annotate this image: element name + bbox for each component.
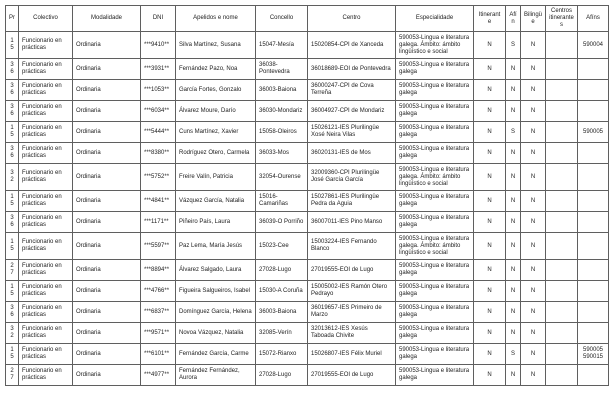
cell-colectivo: Funcionario en prácticas (19, 233, 73, 260)
cell-centros_itinerantes (546, 191, 578, 212)
cell-modalidade: Ordinaria (73, 80, 141, 101)
table-row (6, 164, 609, 191)
cell-dni: ***8894** (141, 260, 176, 281)
cell-centro: 27019555-EOI de Lugo (308, 260, 396, 281)
cell-especialidade: 590053-Lingua e literatura galega (396, 344, 474, 365)
cell-nome: Cuns Martínez, Xavier (176, 122, 256, 143)
cell-pr: 36 (6, 143, 19, 164)
cell-itinerante: N (474, 32, 506, 59)
cell-afin: N (506, 191, 521, 212)
cell-centro: 36020131-IES de Mos (308, 143, 396, 164)
cell-modalidade: Ordinaria (73, 32, 141, 59)
cell-centro: 32009360-CPI Plurilingüe José García García (308, 164, 396, 191)
table-row (6, 212, 609, 233)
cell-itinerante: N (474, 365, 506, 386)
cell-concello: 15016-Camariñas (256, 191, 308, 212)
cell-modalidade: Ordinaria (73, 212, 141, 233)
cell-colectivo: Funcionario en prácticas (19, 191, 73, 212)
cell-colectivo: Funcionario en prácticas (19, 344, 73, 365)
cell-especialidade: 590053-Lingua e literatura galega (396, 143, 474, 164)
cell-colectivo: Funcionario en prácticas (19, 80, 73, 101)
table-row (6, 260, 609, 281)
cell-colectivo: Funcionario en prácticas (19, 302, 73, 323)
cell-especialidade: 590053-Lingua e literatura galega (396, 191, 474, 212)
cell-modalidade: Ordinaria (73, 344, 141, 365)
cell-itinerante: N (474, 80, 506, 101)
cell-afins (578, 80, 609, 101)
cell-dni: ***4766** (141, 281, 176, 302)
cell-concello: 27028-Lugo (256, 365, 308, 386)
cell-afins (578, 212, 609, 233)
cell-dni: ***1053** (141, 80, 176, 101)
cell-centro: 15027861-IES Plurilingüe Pedra da Aguia (308, 191, 396, 212)
cell-afins (578, 365, 609, 386)
cell-nome: García Fortes, Gonzalo (176, 80, 256, 101)
cell-nome: Piñeiro País, Laura (176, 212, 256, 233)
cell-afins (578, 164, 609, 191)
cell-colectivo: Funcionario en prácticas (19, 365, 73, 386)
cell-centros_itinerantes (546, 122, 578, 143)
cell-afin: N (506, 101, 521, 122)
cell-bilingue: N (521, 212, 546, 233)
cell-centros_itinerantes (546, 59, 578, 80)
cell-dni: ***4841** (141, 191, 176, 212)
cell-centro: 32013612-IES Xesús Taboada Chivite (308, 323, 396, 344)
cell-colectivo: Funcionario en prácticas (19, 143, 73, 164)
cell-afin: N (506, 212, 521, 233)
table-row (6, 233, 609, 260)
cell-itinerante: N (474, 260, 506, 281)
cell-afins (578, 143, 609, 164)
cell-dni: ***3931** (141, 59, 176, 80)
cell-nome: Paz Lema, María Jesús (176, 233, 256, 260)
cell-itinerante: N (474, 281, 506, 302)
cell-centro: 36004927-CPI de Mondariz (308, 101, 396, 122)
assignments-table (5, 5, 609, 386)
cell-nome: Freire Valín, Patricia (176, 164, 256, 191)
cell-afins (578, 260, 609, 281)
column-header-bilingue: Bilingüe (521, 6, 546, 32)
table-row (6, 323, 609, 344)
cell-modalidade: Ordinaria (73, 143, 141, 164)
cell-pr: 15 (6, 191, 19, 212)
column-header-afins: Afíns (578, 6, 609, 32)
cell-especialidade: 590053-Lingua e literatura galega (396, 323, 474, 344)
cell-pr: 27 (6, 260, 19, 281)
cell-bilingue: N (521, 101, 546, 122)
cell-nome: Rodríguez Otero, Carmela (176, 143, 256, 164)
cell-nome: Álvarez Moure, Darío (176, 101, 256, 122)
cell-centro: 15020854-CPI de Xanceda (308, 32, 396, 59)
cell-afins (578, 59, 609, 80)
cell-itinerante: N (474, 59, 506, 80)
column-header-itinerante: Itinerante (474, 6, 506, 32)
table-row (6, 143, 609, 164)
cell-centro: 36000247-CPI de Cova Terreña (308, 80, 396, 101)
cell-concello: 36038-Pontevedra (256, 59, 308, 80)
column-header-nome: Apelidos e nome (176, 6, 256, 32)
cell-afin: N (506, 59, 521, 80)
cell-dni: ***5597** (141, 233, 176, 260)
table-row (6, 302, 609, 323)
cell-colectivo: Funcionario en prácticas (19, 323, 73, 344)
cell-pr: 32 (6, 164, 19, 191)
cell-afin: N (506, 80, 521, 101)
cell-colectivo: Funcionario en prácticas (19, 212, 73, 233)
cell-nome: Fernández Fernández, Aurora (176, 365, 256, 386)
cell-concello: 15058-Oleiros (256, 122, 308, 143)
cell-dni: ***6837** (141, 302, 176, 323)
cell-nome: Silva Martínez, Susana (176, 32, 256, 59)
column-header-concello: Concello (256, 6, 308, 32)
cell-especialidade: 590053-Lingua e literatura galega. Ámbito: ámbito lingüístico e social (396, 32, 474, 59)
cell-itinerante: N (474, 323, 506, 344)
cell-modalidade: Ordinaria (73, 260, 141, 281)
cell-modalidade: Ordinaria (73, 233, 141, 260)
cell-nome: Fernández Pazo, Noa (176, 59, 256, 80)
cell-afin: N (506, 365, 521, 386)
cell-concello: 15072-Rianxo (256, 344, 308, 365)
cell-centros_itinerantes (546, 344, 578, 365)
cell-centros_itinerantes (546, 302, 578, 323)
cell-colectivo: Funcionario en prácticas (19, 122, 73, 143)
cell-centros_itinerantes (546, 164, 578, 191)
column-header-centro: Centro (308, 6, 396, 32)
cell-itinerante: N (474, 191, 506, 212)
table-row (6, 80, 609, 101)
cell-concello: 15023-Cee (256, 233, 308, 260)
cell-pr: 36 (6, 101, 19, 122)
cell-afin: S (506, 32, 521, 59)
cell-itinerante: N (474, 212, 506, 233)
cell-especialidade: 590053-Lingua e literatura galega. Ámbito: ámbito lingüístico e social (396, 233, 474, 260)
cell-bilingue: N (521, 281, 546, 302)
cell-modalidade: Ordinaria (73, 164, 141, 191)
cell-especialidade: 590053-Lingua e literatura galega (396, 80, 474, 101)
cell-concello: 32085-Verín (256, 323, 308, 344)
cell-bilingue: N (521, 59, 546, 80)
cell-concello: 36003-Baiona (256, 302, 308, 323)
cell-pr: 36 (6, 302, 19, 323)
table-row (6, 101, 609, 122)
cell-dni: ***8380** (141, 143, 176, 164)
column-header-centros_itinerantes: Centros itinerantes (546, 6, 578, 32)
cell-pr: 36 (6, 80, 19, 101)
table-row (6, 191, 609, 212)
cell-centros_itinerantes (546, 281, 578, 302)
cell-afin: S (506, 122, 521, 143)
cell-concello: 36033-Mos (256, 143, 308, 164)
cell-afins (578, 191, 609, 212)
cell-especialidade: 590053-Lingua e literatura galega (396, 260, 474, 281)
cell-pr: 15 (6, 122, 19, 143)
cell-concello: 32054-Ourense (256, 164, 308, 191)
cell-centros_itinerantes (546, 101, 578, 122)
cell-centros_itinerantes (546, 260, 578, 281)
cell-concello: 36030-Mondariz (256, 101, 308, 122)
cell-especialidade: 590053-Lingua e literatura galega (396, 302, 474, 323)
cell-bilingue: N (521, 143, 546, 164)
cell-centro: 27019555-EOI de Lugo (308, 365, 396, 386)
cell-pr: 32 (6, 323, 19, 344)
cell-pr: 36 (6, 59, 19, 80)
cell-centro: 36007011-IES Pino Manso (308, 212, 396, 233)
cell-colectivo: Funcionario en prácticas (19, 281, 73, 302)
cell-pr: 36 (6, 212, 19, 233)
cell-especialidade: 590053-Lingua e literatura galega (396, 212, 474, 233)
table-row (6, 32, 609, 59)
cell-centros_itinerantes (546, 365, 578, 386)
table-row (6, 59, 609, 80)
cell-bilingue: N (521, 80, 546, 101)
cell-pr: 15 (6, 344, 19, 365)
cell-afin: N (506, 260, 521, 281)
cell-modalidade: Ordinaria (73, 365, 141, 386)
cell-dni: ***6034** (141, 101, 176, 122)
cell-centros_itinerantes (546, 233, 578, 260)
cell-centro: 15003224-IES Fernando Blanco (308, 233, 396, 260)
table-row (6, 344, 609, 365)
table-row (6, 365, 609, 386)
cell-afin: N (506, 233, 521, 260)
cell-afins: 590004 (578, 32, 609, 59)
cell-colectivo: Funcionario en prácticas (19, 260, 73, 281)
cell-afins (578, 281, 609, 302)
cell-nome: Figueira Salgueiros, Isabel (176, 281, 256, 302)
cell-bilingue: N (521, 122, 546, 143)
cell-concello: 36003-Baiona (256, 80, 308, 101)
cell-dni: ***9571** (141, 323, 176, 344)
cell-bilingue: N (521, 323, 546, 344)
cell-itinerante: N (474, 122, 506, 143)
cell-pr: 15 (6, 32, 19, 59)
cell-especialidade: 590053-Lingua e literatura galega (396, 101, 474, 122)
cell-afins: 590005 (578, 122, 609, 143)
cell-bilingue: N (521, 344, 546, 365)
cell-centros_itinerantes (546, 80, 578, 101)
cell-afins (578, 302, 609, 323)
cell-centros_itinerantes (546, 143, 578, 164)
cell-itinerante: N (474, 164, 506, 191)
cell-afins (578, 233, 609, 260)
cell-colectivo: Funcionario en prácticas (19, 164, 73, 191)
cell-bilingue: N (521, 32, 546, 59)
table-row (6, 122, 609, 143)
cell-modalidade: Ordinaria (73, 101, 141, 122)
cell-modalidade: Ordinaria (73, 59, 141, 80)
cell-pr: 27 (6, 365, 19, 386)
cell-afins (578, 101, 609, 122)
cell-bilingue: N (521, 302, 546, 323)
cell-dni: ***9410** (141, 32, 176, 59)
cell-concello: 36039-O Porriño (256, 212, 308, 233)
cell-itinerante: N (474, 344, 506, 365)
cell-afins: 590005 590015 (578, 344, 609, 365)
cell-centros_itinerantes (546, 323, 578, 344)
cell-afins (578, 323, 609, 344)
cell-afin: N (506, 164, 521, 191)
cell-modalidade: Ordinaria (73, 122, 141, 143)
column-header-modalidade: Modalidade (73, 6, 141, 32)
cell-itinerante: N (474, 101, 506, 122)
cell-centros_itinerantes (546, 32, 578, 59)
cell-modalidade: Ordinaria (73, 323, 141, 344)
column-header-especialidade: Especialidade (396, 6, 474, 32)
cell-especialidade: 590053-Lingua e literatura galega (396, 59, 474, 80)
cell-centro: 15005002-IES Ramón Otero Pedrayo (308, 281, 396, 302)
cell-dni: ***6101** (141, 344, 176, 365)
cell-especialidade: 590053-Lingua e literatura galega (396, 122, 474, 143)
cell-dni: ***5752** (141, 164, 176, 191)
cell-dni: ***1171** (141, 212, 176, 233)
cell-itinerante: N (474, 233, 506, 260)
cell-centro: 36019657-IES Primeiro de Marzo (308, 302, 396, 323)
cell-nome: Fernández García, Carme (176, 344, 256, 365)
cell-itinerante: N (474, 143, 506, 164)
cell-colectivo: Funcionario en prácticas (19, 32, 73, 59)
cell-bilingue: N (521, 365, 546, 386)
column-header-afin: Afín (506, 6, 521, 32)
cell-pr: 15 (6, 281, 19, 302)
cell-bilingue: N (521, 260, 546, 281)
cell-especialidade: 590053-Lingua e literatura galega (396, 281, 474, 302)
cell-bilingue: N (521, 233, 546, 260)
cell-afin: S (506, 344, 521, 365)
cell-nome: Vázquez García, Natalia (176, 191, 256, 212)
assignments-table-container (5, 5, 609, 386)
cell-afin: N (506, 281, 521, 302)
cell-concello: 27028-Lugo (256, 260, 308, 281)
cell-bilingue: N (521, 191, 546, 212)
cell-dni: ***5444** (141, 122, 176, 143)
cell-bilingue: N (521, 164, 546, 191)
cell-colectivo: Funcionario en prácticas (19, 59, 73, 80)
cell-colectivo: Funcionario en prácticas (19, 101, 73, 122)
table-body (6, 32, 609, 386)
cell-centro: 15026121-IES Plurilingüe Xosé Neira Vilas (308, 122, 396, 143)
cell-afin: N (506, 143, 521, 164)
cell-nome: Domínguez García, Helena (176, 302, 256, 323)
cell-concello: 15030-A Coruña (256, 281, 308, 302)
cell-nome: Álvarez Salgado, Laura (176, 260, 256, 281)
column-header-colectivo: Colectivo (19, 6, 73, 32)
cell-modalidade: Ordinaria (73, 191, 141, 212)
cell-dni: ***4977** (141, 365, 176, 386)
cell-itinerante: N (474, 302, 506, 323)
cell-nome: Novoa Vázquez, Natalia (176, 323, 256, 344)
cell-modalidade: Ordinaria (73, 302, 141, 323)
cell-centros_itinerantes (546, 212, 578, 233)
cell-centro: 15026807-IES Félix Muriel (308, 344, 396, 365)
table-row (6, 281, 609, 302)
cell-especialidade: 590053-Lingua e literatura galega. Ámbito: ámbito lingüístico e social (396, 164, 474, 191)
cell-centro: 36018689-EOI de Pontevedra (308, 59, 396, 80)
header-row (6, 6, 609, 32)
cell-concello: 15047-Mesía (256, 32, 308, 59)
cell-afin: N (506, 323, 521, 344)
column-header-dni: DNI (141, 6, 176, 32)
cell-especialidade: 590053-Lingua e literatura galega (396, 365, 474, 386)
table-header (6, 6, 609, 32)
column-header-pr: Pr (6, 6, 19, 32)
cell-modalidade: Ordinaria (73, 281, 141, 302)
cell-afin: N (506, 302, 521, 323)
cell-pr: 15 (6, 233, 19, 260)
